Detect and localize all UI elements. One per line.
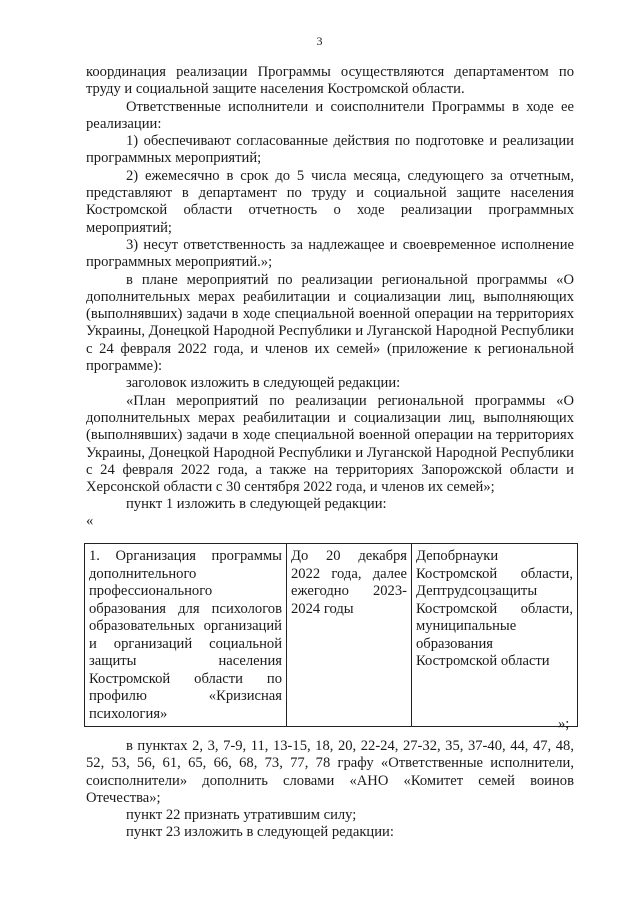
table-row [85,544,578,727]
list-item: 2) ежемесячно в срок до 5 числа месяца, следующего за отчетным, представляют в департамент по труду и социальной защите населения Костромской области отчетность о ходе реализации программных мероприятий; [86,167,574,236]
paragraph: заголовок изложить в следующей редакции: [126,375,401,392]
table-cell-deadline: До 20 декабря 2022 года, далее ежегодно 2023-2024 годы [287,544,412,727]
list-item: 3) несут ответственность за надлежащее и своевременное исполнение программных мероприятий.»; [86,236,574,271]
paragraph: в плане мероприятий по реализации региональной программы «О дополнительных мерах реабилитации и социализации лиц, выполняющих (выполнявших) задачи в ходе специальной военной операции на территориях Украины, Донецкой Народной Республики и Луганской Народной Республики с 24 февраля 2022 года, и членов их семей» (приложение к региональной программе): [86,271,574,375]
paragraph: пункт 23 изложить в следующей редакции: [126,824,394,841]
paragraph: координация реализации Программы осуществляются департаментом по труду и социальной защите населения Костромской области. [86,64,574,98]
paragraph: пункт 1 изложить в следующей редакции: [126,496,387,513]
document-body [86,64,574,528]
page-number: 3 [316,34,323,48]
opening-quote: « [86,512,94,529]
closing-quote: »; [558,716,570,732]
paragraph: Ответственные исполнители и соисполнители Программы в ходе ее реализации: [86,98,574,132]
paragraph: в пунктах 2, 3, 7-9, 11, 13-15, 18, 20, 22-24, 27-32, 35, 37-40, 44, 47, 48, 52, 53, 56, 61, 65, 66, 68, 73, 77, 78 графу «Ответственные исполнители, соисполнители» дополнить словами «АНО «Комитет семей воинов Отечества»; [86,738,574,806]
list-item: 1) обеспечивают согласованные действия по подготовке и реализации программных мероприятий; [86,133,574,167]
document-body-continued [86,738,574,842]
paragraph: «План мероприятий по реализации региональной программы «О дополнительных мерах реабилитации и социализации лиц, выполняющих (выполнявших) задачи в ходе специальной военной операции на территориях Украины, Донецкой Народной Республики и Луганской Народной Республики с 24 февраля 2022 года, а также на территориях Запорожской области и Херсонской области с 30 сентября 2022 года, и членов их семей»; [86,392,574,496]
table-cell-responsible: Депобрнауки Костромской области, Дептрудсоцзащиты Костромской области, муниципальные образования Костромской области [412,544,578,727]
table-cell-activity: 1. Организация программы дополнительного профессионального образования для психологов образовательных организаций и организаций социальной защиты населения Костромской области по профилю «Кризисная психология» [85,544,287,727]
paragraph: пункт 22 признать утратившим силу; [126,807,357,824]
plan-table [84,543,578,727]
